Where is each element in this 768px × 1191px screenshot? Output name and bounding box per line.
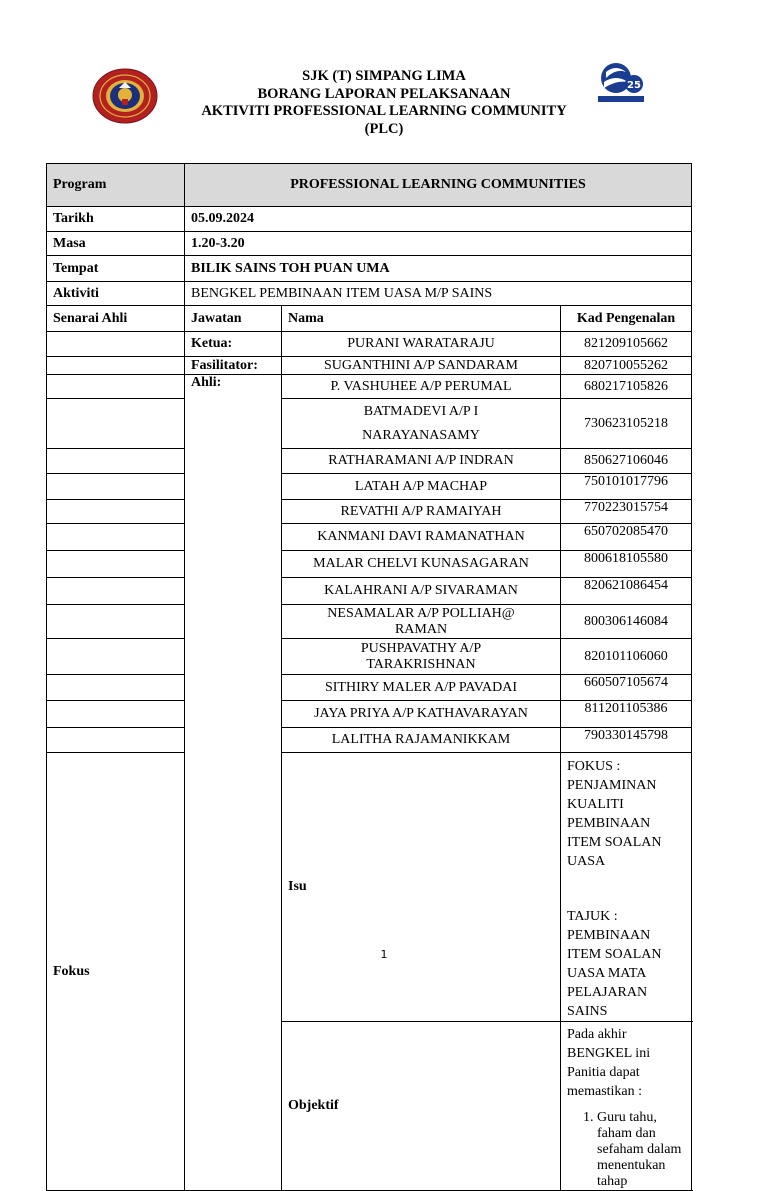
member-row — [47, 675, 692, 701]
program-value: PROFESSIONAL LEARNING COMMUNITIES — [185, 164, 692, 207]
member-name: SITHIRY MALER A/P PAVADAI — [282, 675, 561, 701]
member-name-line2: TARAKRISHNAN — [366, 656, 476, 672]
member-ic: 660507105674 — [561, 675, 692, 701]
member-row — [47, 399, 692, 449]
member-ic: 800306146084 — [561, 605, 692, 639]
member-row — [47, 500, 692, 524]
member-name: KALAHRANI A/P SIVARAMAN — [282, 578, 561, 605]
member-row — [47, 578, 692, 605]
masa-label: Masa — [47, 232, 185, 256]
tarikh-value: 05.09.2024 — [185, 207, 692, 232]
member-blank-cell — [47, 728, 185, 753]
member-row — [47, 357, 692, 375]
member-row — [47, 605, 692, 639]
form-title: BORANG LAPORAN PELAKSANAAN — [257, 85, 511, 102]
members-header-row — [47, 306, 692, 332]
member-role: Ahli: — [185, 375, 282, 1191]
member-ic: 820621086454 — [561, 578, 692, 605]
member-row — [47, 474, 692, 500]
member-ic: 790330145798 — [561, 728, 692, 753]
member-row — [47, 551, 692, 578]
member-blank-cell — [47, 357, 185, 375]
tempat-value: BILIK SAINS TOH PUAN UMA — [185, 256, 692, 282]
member-name-cell — [282, 605, 561, 639]
member-blank-cell — [47, 524, 185, 551]
school-crest-icon — [92, 68, 158, 124]
member-blank-cell — [47, 332, 185, 357]
member-name: PURANI WARATARAJU — [282, 332, 561, 357]
tarikh-label: Tarikh — [47, 207, 185, 232]
tarikh-row — [47, 207, 692, 232]
member-blank-cell — [47, 449, 185, 474]
document-header — [150, 68, 618, 138]
col-jawatan-header: Jawatan — [185, 306, 282, 332]
member-blank-cell — [47, 578, 185, 605]
isu-row — [47, 753, 692, 1022]
col-nama-header: Nama — [282, 306, 561, 332]
member-name: JAYA PRIYA A/P KATHAVARAYAN — [282, 701, 561, 728]
member-name: SUGANTHINI A/P SANDARAM — [282, 357, 561, 375]
activity-abbrev: (PLC) — [364, 120, 404, 137]
member-name-line2: RAMAN — [394, 621, 448, 637]
member-blank-cell — [47, 399, 185, 449]
member-row — [47, 332, 692, 357]
page-number: 1 — [380, 948, 388, 961]
masa-row — [47, 232, 692, 256]
member-blank-cell — [47, 474, 185, 500]
member-ic: 811201105386 — [561, 701, 692, 728]
member-row — [47, 701, 692, 728]
member-ic: 650702085470 — [561, 524, 692, 551]
member-name: REVATHI A/P RAMAIYAH — [282, 500, 561, 524]
member-row — [47, 728, 692, 753]
member-blank-cell — [47, 551, 185, 578]
member-ic: 820710055262 — [561, 357, 692, 375]
report-form-table — [46, 163, 692, 1191]
member-ic: 800618105580 — [561, 551, 692, 578]
member-blank-cell — [47, 500, 185, 524]
fokus-label: Fokus — [47, 753, 185, 1191]
aktiviti-row — [47, 282, 692, 306]
school-name: SJK (T) SIMPANG LIMA — [302, 68, 466, 84]
logo-badge-text: 25 — [627, 80, 641, 91]
member-blank-cell — [47, 605, 185, 639]
member-ic: 680217105826 — [561, 375, 692, 399]
senarai-ahli-label: Senarai Ahli — [47, 306, 185, 332]
member-role: Fasilitator: — [185, 357, 282, 375]
objektif-item: 1. Guru tahu, faham dan sefaham dalam menentukan tahap — [597, 1110, 685, 1190]
isu-fokus-text: FOKUS : PENJAMINAN KUALITI PEMBINAAN ITEM SOALAN UASA — [567, 759, 662, 869]
tempat-label: Tempat — [47, 256, 185, 282]
member-name-cell — [282, 639, 561, 675]
member-ic: 770223015754 — [561, 500, 692, 524]
col-kad-header: Kad Pengenalan — [561, 306, 692, 332]
member-ic: 821209105662 — [561, 332, 692, 357]
member-name: BATMADEVI A/P I — [363, 403, 479, 419]
member-ic: 750101017796 — [561, 474, 692, 500]
aktiviti-value: BENGKEL PEMBINAAN ITEM UASA M/P SAINS — [185, 282, 692, 306]
tempat-row — [47, 256, 692, 282]
objektif-intro: Pada akhir BENGKEL ini Panitia dapat memastikan : — [567, 1027, 651, 1099]
member-blank-cell — [47, 701, 185, 728]
member-row — [47, 639, 692, 675]
objektif-label: Objektif — [282, 1022, 561, 1191]
member-ic: 850627106046 — [561, 449, 692, 474]
aktiviti-label: Aktiviti — [47, 282, 185, 306]
program-row — [47, 164, 692, 207]
member-row — [47, 375, 692, 399]
member-ic: 730623105218 — [561, 399, 692, 449]
member-name: PUSHPAVATHY A/P — [360, 640, 482, 656]
member-row — [47, 449, 692, 474]
activity-title: AKTIVITI PROFESSIONAL LEARNING COMMUNITY — [201, 103, 567, 119]
member-name: KANMANI DAVI RAMANATHAN — [282, 524, 561, 551]
isu-content — [561, 753, 692, 1022]
member-blank-cell — [47, 675, 185, 701]
member-name: LALITHA RAJAMANIKKAM — [282, 728, 561, 753]
member-name: NESAMALAR A/P POLLIAH@ — [327, 605, 515, 621]
program-label: Program — [47, 164, 185, 207]
objektif-content — [561, 1022, 692, 1191]
objektif-list — [567, 1110, 685, 1190]
member-role: Ketua: — [185, 332, 282, 357]
member-name: MALAR CHELVI KUNASAGARAN — [282, 551, 561, 578]
isu-tajuk-text: TAJUK : PEMBINAAN ITEM SOALAN UASA MATA PELAJARAN SAINS — [567, 909, 662, 1019]
member-ic: 820101106060 — [561, 639, 692, 675]
member-name-line2: NARAYANASAMY — [362, 427, 480, 443]
member-row — [47, 524, 692, 551]
member-name-cell — [282, 399, 561, 449]
isu-label: Isu — [282, 753, 561, 1022]
member-name: RATHARAMANI A/P INDRAN — [282, 449, 561, 474]
member-name: P. VASHUHEE A/P PERUMAL — [282, 375, 561, 399]
masa-value: 1.20-3.20 — [185, 232, 692, 256]
member-name: LATAH A/P MACHAP — [282, 474, 561, 500]
member-blank-cell — [47, 639, 185, 675]
member-blank-cell — [47, 375, 185, 399]
